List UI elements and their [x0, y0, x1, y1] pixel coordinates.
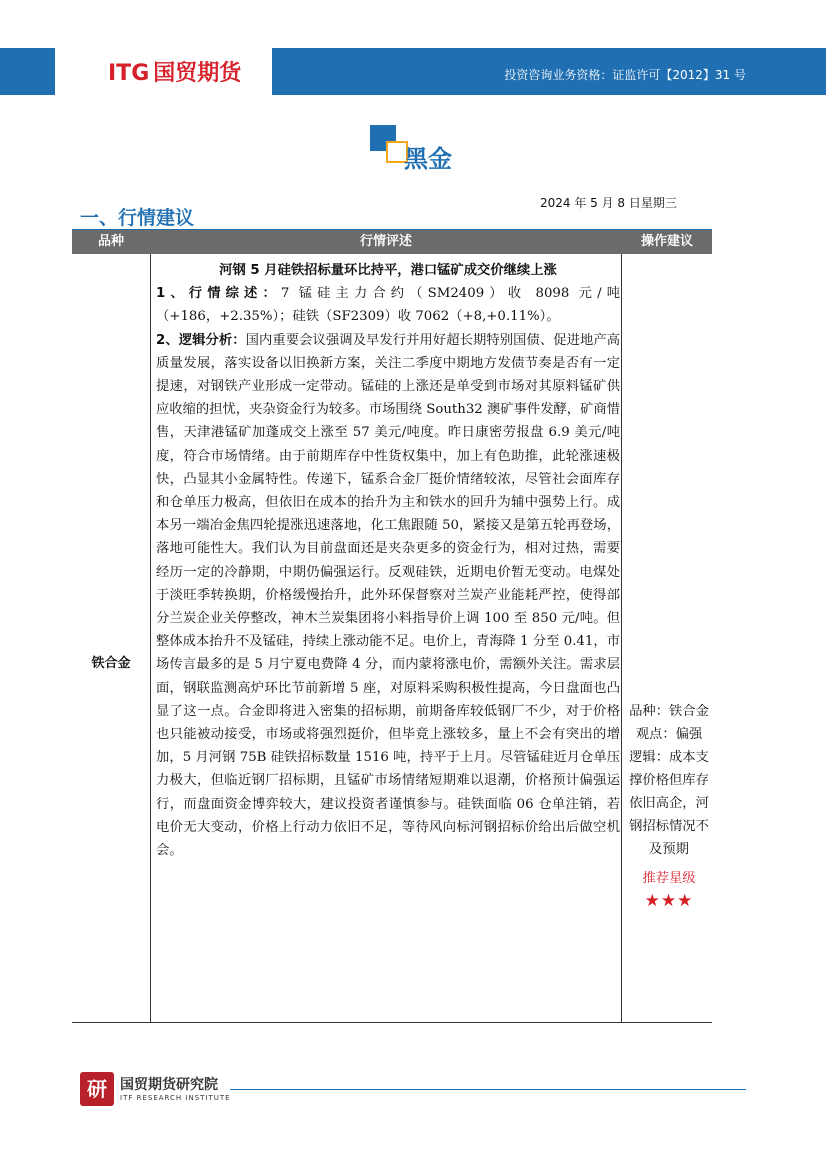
summary-paragraph — [156, 282, 620, 328]
table-bottom-border — [72, 1022, 712, 1023]
header-commentary: 行情评述 — [359, 234, 412, 249]
advice-view: 观点：偏强 — [635, 727, 703, 742]
header-variety: 品种 — [97, 234, 124, 249]
company-logo — [108, 56, 241, 87]
column-divider — [150, 254, 151, 1023]
section-title: 一、行情建议 — [80, 207, 195, 229]
page-footer — [80, 1072, 750, 1112]
header-advice: 操作建议 — [640, 234, 693, 249]
report-title: 黑金 — [404, 145, 452, 173]
summary-text: 7 锰硅主力合约（SM2409）收 8098 元/吨（+186，+2.35%）；硅铁（SF2309）收 7062（+8,+0.11%）。 — [156, 286, 620, 325]
variety-cell — [72, 254, 150, 1023]
column-divider — [621, 254, 622, 1023]
advice-logic: 逻辑：成本支撑价格但库存依旧高企，河钢招标情况不及预期 — [629, 750, 709, 857]
logic-paragraph — [156, 329, 620, 863]
rating-label: 推荐星级 — [642, 871, 696, 886]
header-right-bar — [272, 48, 826, 95]
advice-variety: 品种：铁合金 — [629, 704, 709, 719]
logo-cn: 国贸期货 — [153, 61, 242, 86]
page-header — [0, 48, 826, 95]
variety-name: 铁合金 — [91, 656, 131, 671]
commentary-headline: 河钢 5 月硅铁招标量环比持平，港口锰矿成交价继续上涨 — [219, 263, 557, 278]
rating-stars-icon: ★★★ — [644, 891, 694, 911]
institute-name: 国贸期货研究院 — [120, 1077, 218, 1093]
research-seal-icon: 研 — [80, 1072, 114, 1106]
logic-text: 国内重要会议强调及早发行并用好超长期特别国债、促进地产高质量发展，落实设备以旧换新方案，关注二季度中期地方发债节奏是否有一定提速，对钢铁产业形成一定带动。锰硅的上涨还是单受到市场对其原料锰矿供应收缩的担忧，夹杂资金行为较多。市场围绕 South32 澳矿事件发酵，矿商惜售，天津港锰矿加蓬成交上涨至 57 美元/吨度。昨日康密劳报盘 6.9 美元/吨度，符合市场情绪。由于前期库存中性货权集中，加上有色助推，此轮涨速极快，凸显其小金属特性。传递下，锰系合金厂挺价情绪较浓，尽管社会面库存和仓单压力极高，但依旧在成本的抬升为主和铁水的回升为辅中强势上行。成本另一端冶金焦四轮提涨迅速落地，化工焦跟随 50，紧接又是第五轮再登场，落地可能性大。我们认为目前盘面还是夹杂更多的资金行为，相对过热，需要经历一定的冷静期，中期仍偏强运行。反观硅铁，近期电价暂无变动。电煤处于淡旺季转换期，价格缓慢抬升，此外环保督察对兰炭产业能耗严控，使得部分兰炭企业关停整改，神木兰炭集团将小料指导价上调 100 至 850 元/吨。但整体成本抬升不及锰硅，持续上涨动能不足。电价上，青海降 1 分至 0.41，市场传言最多的是 5 月宁夏电费降 4 分，而内蒙将涨电价，需额外关注。需求层面，钢联监测高炉环比节前新增 5 座，对原料采购积极性提高，今日盘面也凸显了这一点。合金即将进入密集的招标期，前期备库较低钢厂不少，对于价格也只能被动接受，市场或将强烈挺价，但毕竟上涨较多，量上不会有突出的增加，5 月河钢 75B 硅铁招标数量 1516 吨，持平于上月。尽管锰硅近月仓单压力极大，但临近钢厂招标期，且锰矿市场情绪短期难以退潮，价格预计偏强运行，而盘面资金博弈较大，建议投资者谨慎参与。硅铁面临 06 仓单注销，若电价无大变动，价格上行动力依旧不足，等待风向标河钢招标价给出后做空机会。 — [156, 332, 620, 859]
header-left-bar — [0, 48, 55, 95]
institute-name-en: ITF RESEARCH INSTITUTE — [120, 1094, 231, 1102]
summary-label: 1、行情综述： — [156, 286, 281, 302]
footer-divider — [230, 1089, 746, 1090]
advice-cell — [628, 700, 710, 913]
report-date: 2024 年 5 月 8 日星期三 — [540, 196, 677, 210]
logic-label: 2、逻辑分析： — [156, 332, 246, 348]
logo-latin: ITG — [108, 61, 150, 86]
commentary-cell — [156, 254, 620, 862]
table-header-row — [72, 230, 712, 254]
advice-table — [72, 230, 712, 1023]
license-text: 投资咨询业务资格：证监许可【2012】31 号 — [504, 68, 746, 82]
